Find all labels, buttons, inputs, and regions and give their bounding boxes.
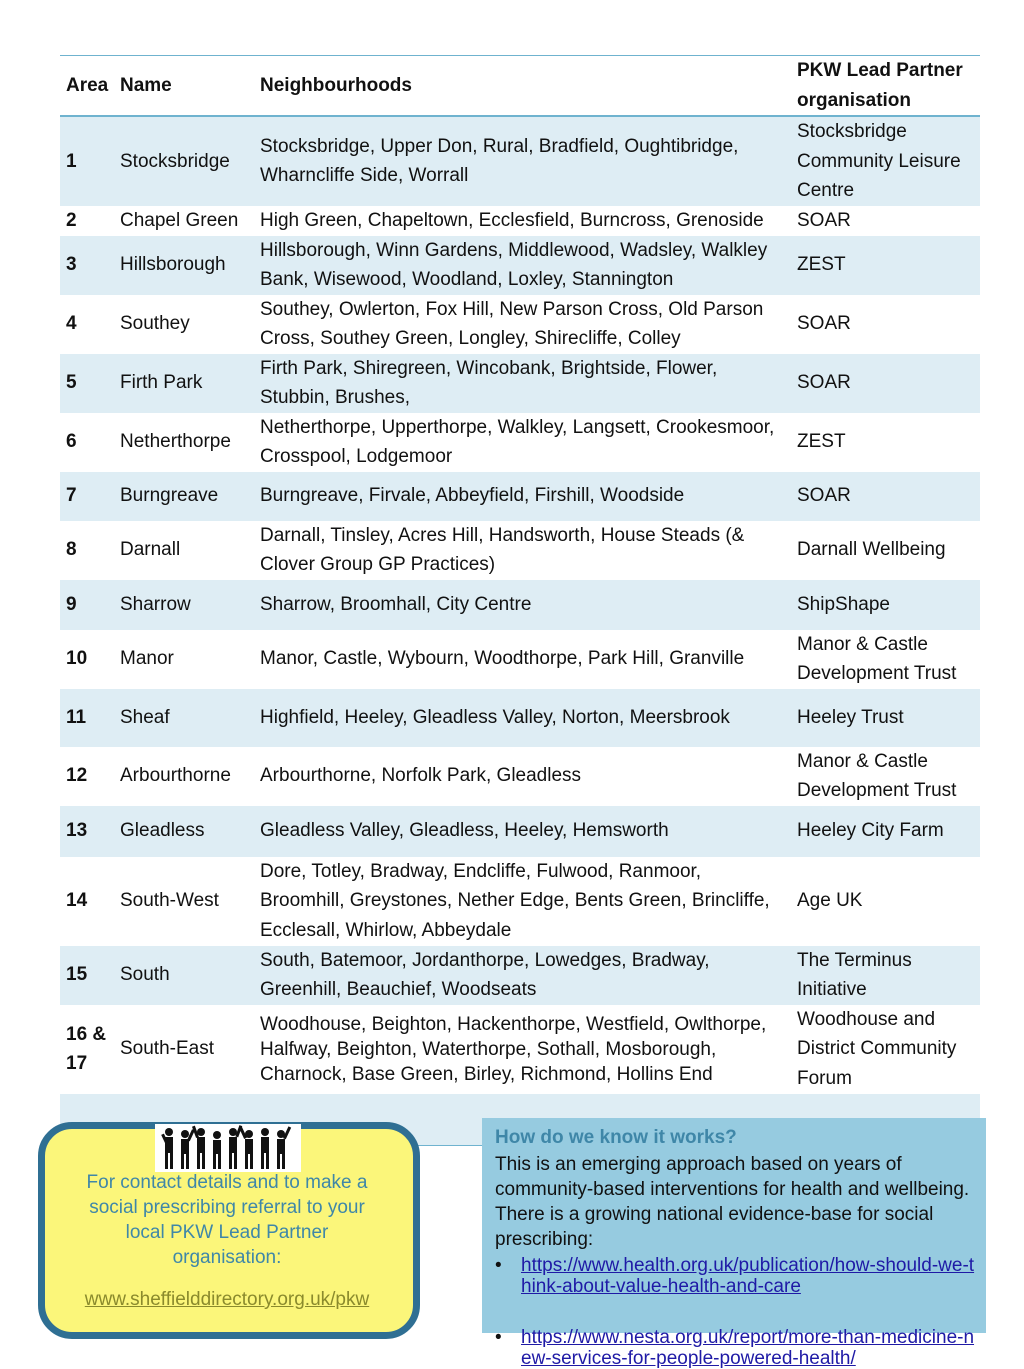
name-cell: Gleadless — [120, 820, 205, 842]
table-row — [60, 946, 980, 1005]
partner-cell: SOAR — [797, 209, 851, 231]
name-cell: Manor — [120, 648, 174, 670]
table-row — [60, 521, 980, 580]
table-row — [60, 1005, 980, 1094]
partner-cell: SOAR — [797, 372, 851, 394]
header-partner: PKW Lead Partner organisation — [797, 60, 963, 111]
neighbourhoods-cell: Gleadless Valley, Gleadless, Heeley, Hemsworth — [260, 820, 669, 842]
neighbourhoods-cell: Highfield, Heeley, Gleadless Valley, Norton, Meersbrook — [260, 706, 730, 728]
neighbourhoods-cell: Stocksbridge, Upper Don, Rural, Bradfield, Oughtibridge, Wharncliffe Side, Worrall — [260, 135, 739, 187]
area-cell: 9 — [66, 593, 77, 615]
neighbourhoods-cell: Burngreave, Firvale, Abbeyfield, Firshill, Woodside — [260, 485, 685, 507]
partner-cell: The Terminus Initiative — [797, 949, 912, 1000]
partner-cell: ZEST — [797, 431, 846, 453]
name-cell: South-East — [120, 1038, 214, 1060]
area-cell: 12 — [66, 765, 88, 787]
table-row — [60, 806, 980, 857]
area-cell: 6 — [66, 431, 77, 453]
name-cell: Netherthorpe — [120, 431, 231, 453]
table-row — [60, 413, 980, 472]
neighbourhoods-cell: Netherthorpe, Upperthorpe, Walkley, Langsett, Crookesmoor, Crosspool, Lodgemoor — [260, 416, 775, 467]
name-cell: Darnall — [120, 539, 181, 561]
header-neighbourhoods: Neighbourhoods — [260, 74, 412, 96]
partner-cell: Manor & Castle Development Trust — [797, 633, 957, 684]
header-name: Name — [120, 74, 172, 96]
table-row — [60, 295, 980, 354]
contact-text: For contact details and to make a social prescribing referral to your local PKW Lead Partner organisation: — [86, 1172, 368, 1268]
area-cell: 13 — [66, 820, 88, 842]
area-cell: 5 — [66, 372, 77, 394]
name-cell: Arbourthorne — [120, 765, 231, 787]
partner-cell: Heeley City Farm — [797, 820, 944, 842]
name-cell: Sharrow — [120, 593, 191, 615]
evidence-link-item — [495, 1255, 975, 1297]
partner-cell: Age UK — [797, 890, 863, 912]
neighbourhoods-cell: Hillsborough, Winn Gardens, Middlewood, Wadsley, Walkley Bank, Wisewood, Woodland, Loxley, Stannington — [260, 239, 768, 290]
partner-cell: Heeley Trust — [797, 706, 904, 728]
area-cell: 11 — [66, 706, 87, 728]
area-cell: 10 — [66, 648, 88, 670]
neighbourhoods-cell: Darnall, Tinsley, Acres Hill, Handsworth, House Steads (& Clover Group GP Practices) — [260, 524, 745, 575]
area-cell: 15 — [66, 964, 88, 986]
name-cell: Chapel Green — [120, 209, 239, 231]
neighbourhoods-cell: Dore, Totley, Bradway, Endcliffe, Fulwood, Ranmoor, Broomhill, Greystones, Nether Edge, Bents Green, Brincliffe, Ecclesall, Whirlow, Abbeydale — [260, 860, 770, 941]
area-cell: 16 & 17 — [66, 1023, 107, 1074]
area-cell: 7 — [66, 485, 77, 507]
neighbourhoods-cell: High Green, Chapeltown, Ecclesfield, Burncross, Grenoside — [260, 209, 764, 231]
area-cell: 4 — [66, 313, 77, 335]
name-cell: South — [120, 964, 170, 986]
bullet-icon: • — [495, 1327, 502, 1348]
neighbourhoods-cell: Sharrow, Broomhall, City Centre — [260, 593, 532, 615]
neighbourhoods-cell: Manor, Castle, Wybourn, Woodthorpe, Park Hill, Granville — [260, 648, 745, 670]
table-row — [60, 236, 980, 295]
bullet-icon: • — [495, 1255, 502, 1276]
neighbourhoods-cell: Arbourthorne, Norfolk Park, Gleadless — [260, 765, 582, 787]
people-group-icon — [155, 1124, 301, 1172]
area-cell: 8 — [66, 539, 77, 561]
partner-cell: Woodhouse and District Community Forum — [797, 1008, 957, 1089]
nesta-link[interactable]: https://www.nesta.org.uk/report/more-than-medicine-new-services-for-people-powered-health/ — [521, 1327, 975, 1369]
partner-cell: Darnall Wellbeing — [797, 539, 946, 561]
partner-cell: ZEST — [797, 254, 846, 276]
neighbourhoods-cell: Southey, Owlerton, Fox Hill, New Parson Cross, Old Parson Cross, Southey Green, Longley, Shirecliffe, Colley — [260, 298, 764, 349]
area-cell: 3 — [66, 254, 77, 276]
table-row — [60, 206, 980, 236]
partner-table-wrap — [60, 55, 980, 1146]
evidence-title: How do we know it works? — [495, 1127, 737, 1148]
table-row — [60, 857, 980, 946]
partner-cell: SOAR — [797, 485, 851, 507]
name-cell: Southey — [120, 313, 190, 335]
table-row — [60, 116, 980, 206]
partner-cell: Stocksbridge Community Leisure Centre — [797, 121, 961, 201]
evidence-link-item — [495, 1327, 975, 1369]
table-header-row — [60, 56, 980, 116]
name-cell: Sheaf — [120, 706, 170, 728]
table-row — [60, 354, 980, 413]
table-row — [60, 580, 980, 630]
table-row — [60, 472, 980, 521]
partner-cell: SOAR — [797, 313, 851, 335]
table-row — [60, 689, 980, 747]
name-cell: Burngreave — [120, 485, 219, 507]
name-cell: South-West — [120, 890, 219, 912]
header-area: Area — [66, 74, 109, 96]
table-row — [60, 630, 980, 689]
area-cell: 1 — [66, 150, 77, 172]
neighbourhoods-cell: Firth Park, Shiregreen, Wincobank, Brightside, Flower, Stubbin, Brushes, — [260, 357, 718, 408]
sheffield-directory-link[interactable]: www.sheffielddirectory.org.uk/pkw — [84, 1289, 370, 1310]
neighbourhoods-cell: Woodhouse, Beighton, Hackenthorpe, Westfield, Owlthorpe, Halfway, Beighton, Waterthorpe, Sothall, Mosborough, Charnock, Base Green, Birley, Richmond, Hollins End — [260, 1013, 767, 1085]
partner-cell: ShipShape — [797, 593, 890, 615]
table-row — [60, 747, 980, 806]
name-cell: Hillsborough — [120, 254, 226, 276]
partner-cell: Manor & Castle Development Trust — [797, 750, 957, 801]
evidence-body: This is an emerging approach based on years of community-based interventions for health and wellbeing. There is a growing national evidence-base for social prescribing: — [495, 1154, 970, 1250]
name-cell: Stocksbridge — [120, 150, 230, 172]
area-cell: 2 — [66, 209, 77, 231]
neighbourhoods-cell: South, Batemoor, Jordanthorpe, Lowedges, Bradway, Greenhill, Beauchief, Woodseats — [260, 949, 710, 1000]
name-cell: Firth Park — [120, 372, 203, 394]
area-cell: 14 — [66, 890, 88, 912]
health-org-link[interactable]: https://www.health.org.uk/publication/how-should-we-think-about-value-health-and-care — [521, 1255, 975, 1297]
partner-table — [60, 56, 980, 1094]
